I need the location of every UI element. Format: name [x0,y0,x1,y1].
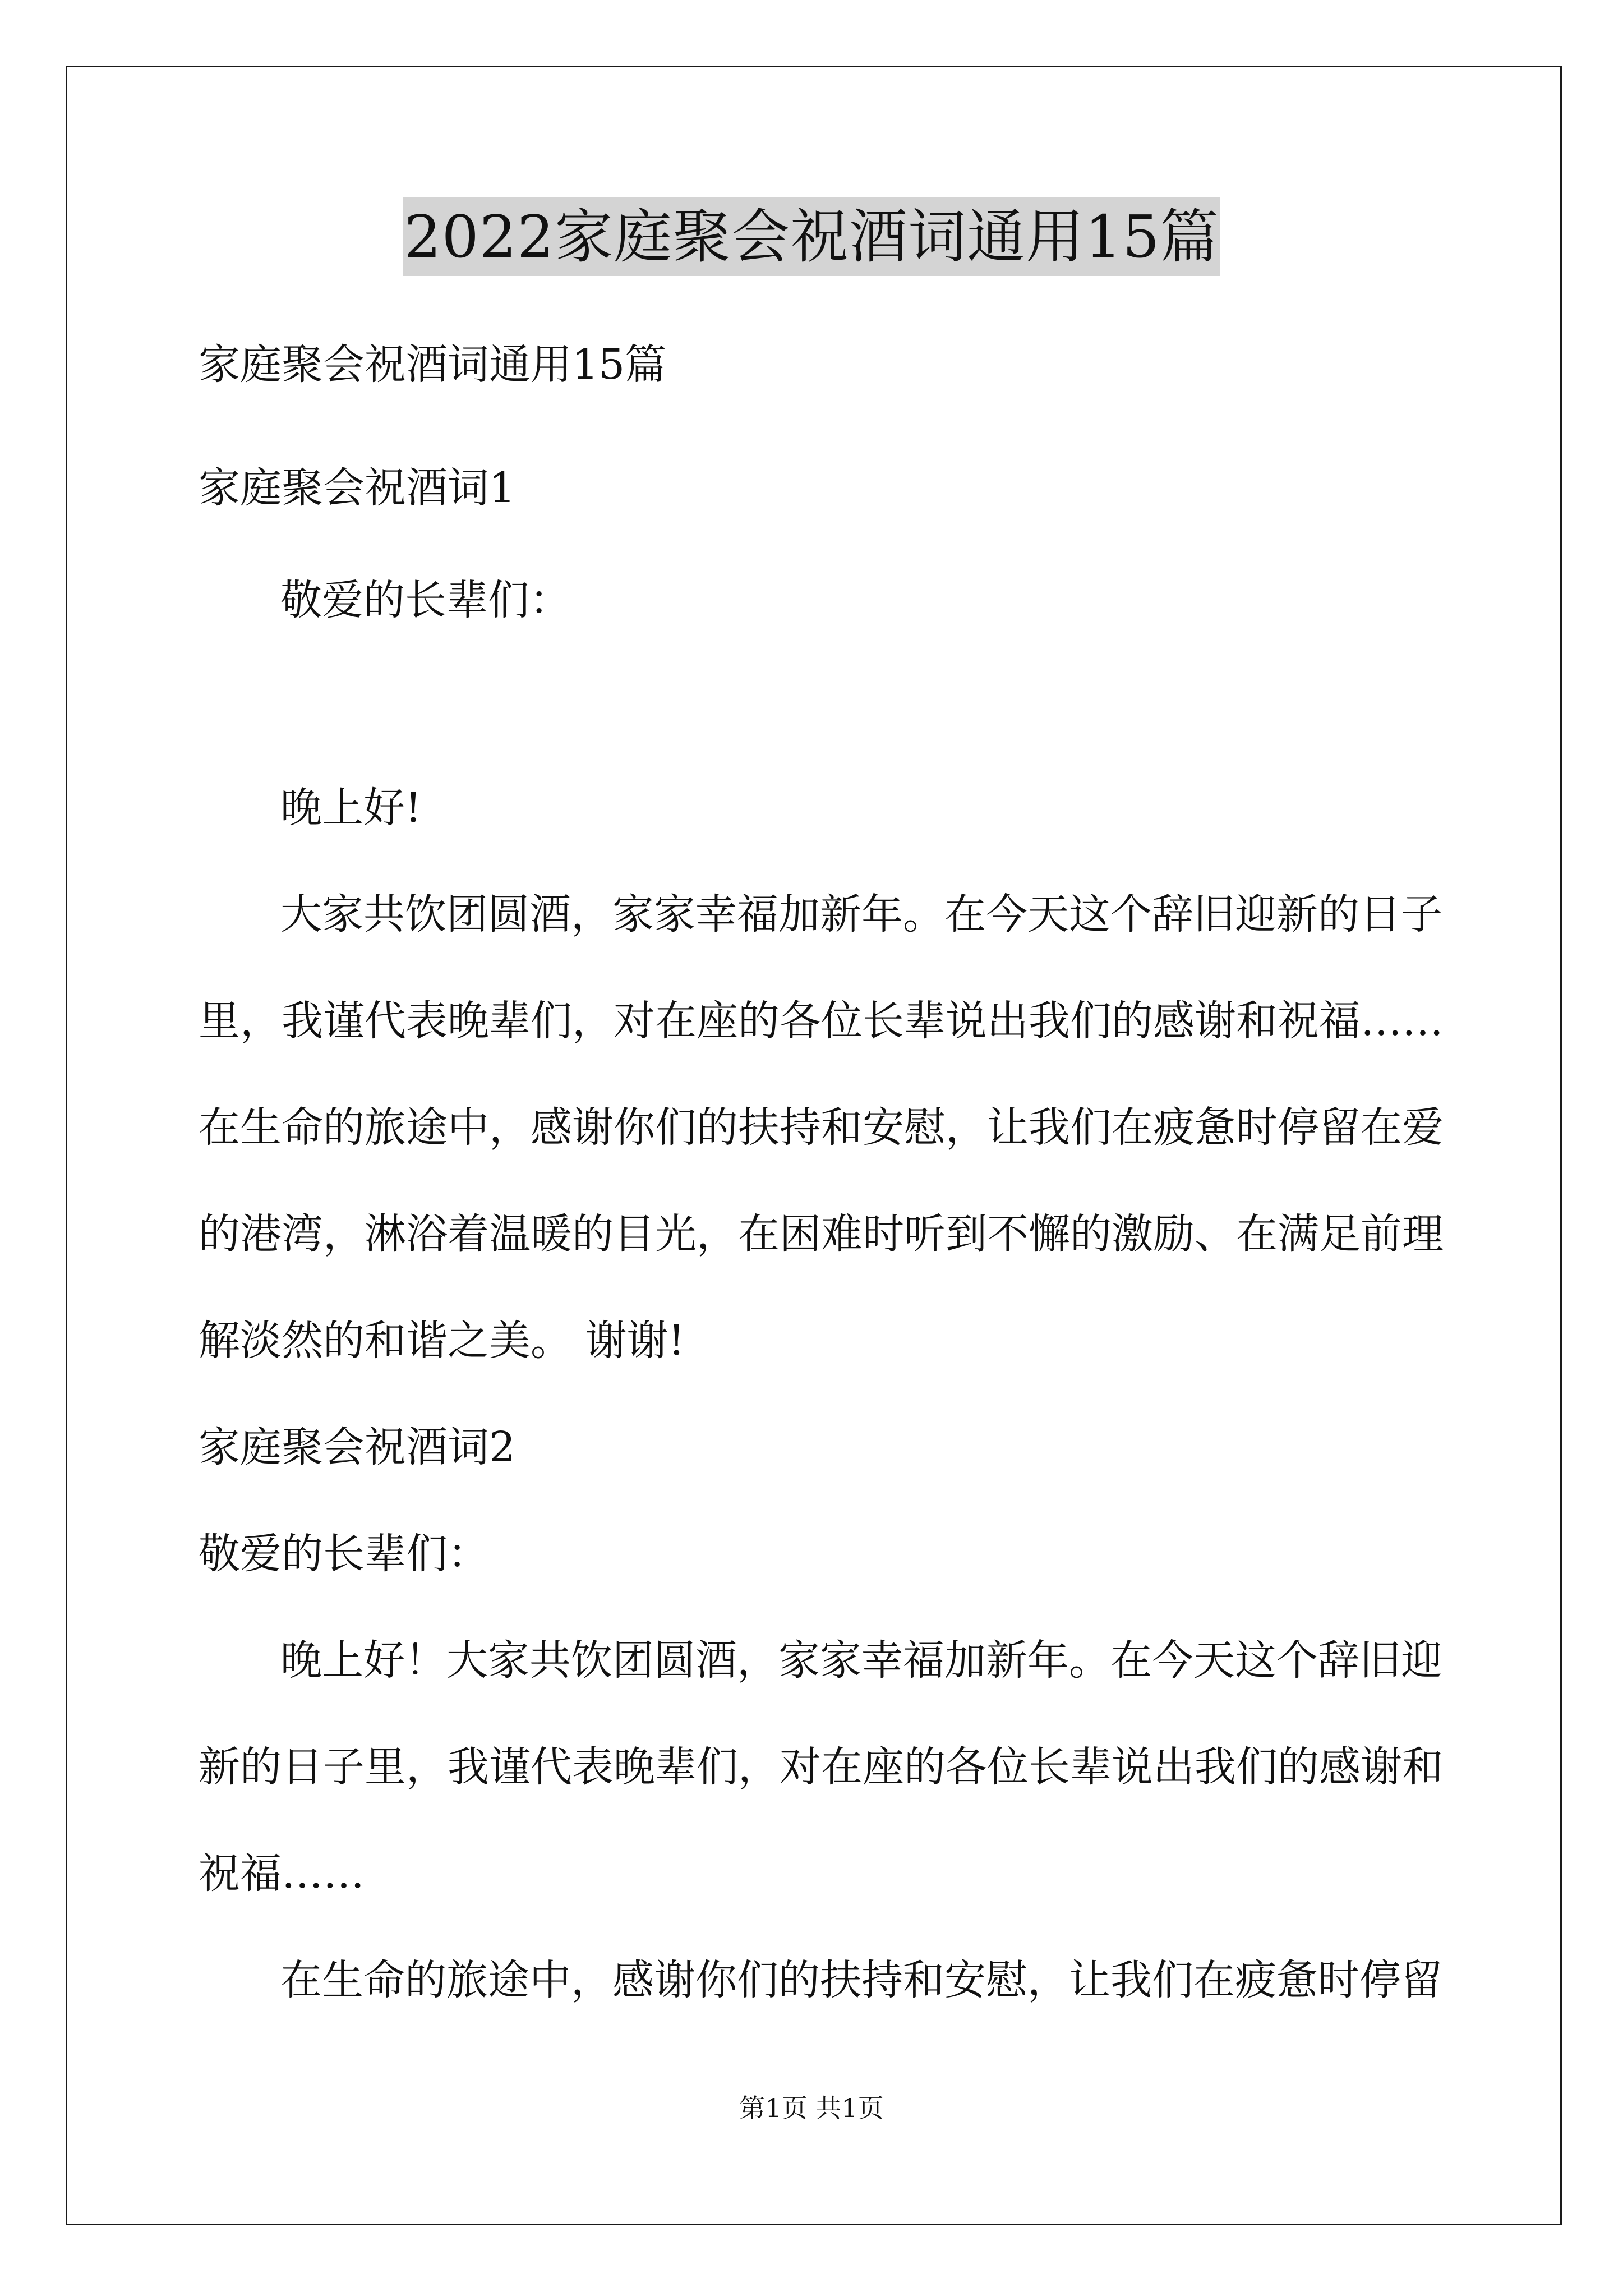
subtitle-line: 家庭聚会祝酒词通用15篇 [199,341,667,389]
paragraph-line: 解淡然的和谐之美。 谢谢! [199,1317,685,1365]
paragraph-line: 在生命的旅途中，感谢你们的扶持和安慰，让我们在疲惫时停留 [280,1956,1442,2004]
greeting-line: 敬爱的长辈们： [199,1530,489,1578]
paragraph-line: 祝福…… [199,1849,365,1898]
section-heading-1: 家庭聚会祝酒词1 [199,464,516,512]
title-container [0,197,1623,276]
paragraph-line: 的港湾，淋浴着温暖的目光，在困难时听到不懈的激励、在满足前理 [199,1210,1444,1258]
greeting-line: 敬爱的长辈们： [280,576,571,624]
page-footer: 第1页 共1页 [739,2093,884,2123]
paragraph-line: 在生命的旅途中，感谢你们的扶持和安慰，让我们在疲惫时停留在爱 [199,1103,1444,1152]
paragraph-line: 新的日子里，我谨代表晚辈们，对在座的各位长辈说出我们的感谢和 [199,1743,1444,1791]
paragraph-line: 晚上好! [280,784,422,832]
paragraph-line: 晚上好！大家共饮团圆酒，家家幸福加新年。在今天这个辞旧迎 [280,1636,1442,1685]
paragraph-line: 里，我谨代表晚辈们，对在座的各位长辈说出我们的感谢和祝福…… [199,997,1444,1045]
paragraph-line: 大家共饮团圆酒，家家幸福加新年。在今天这个辞旧迎新的日子 [280,890,1442,938]
document-title: 2022家庭聚会祝酒词通用15篇 [403,197,1220,276]
section-heading-2: 家庭聚会祝酒词2 [199,1423,516,1471]
